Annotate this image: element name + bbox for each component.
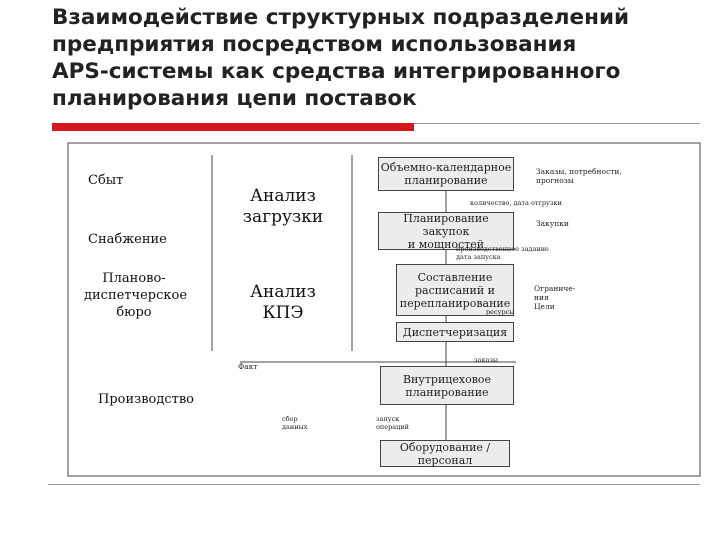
equipment-label: Оборудование / персонал xyxy=(399,440,491,467)
purchase-planning-label: Планирование закупок и мощностей xyxy=(403,211,489,251)
bottom-divider xyxy=(48,484,700,485)
page-title: Взаимодействие структурных подразделений предприятия посредством использования APS-системы как средства интегрированного планирования цепи поставок xyxy=(52,5,630,111)
note-data-collection: сбор данных xyxy=(282,415,308,431)
note-resources: ресурсы xyxy=(486,308,515,316)
analysis-kpi: Анализ КПЭ xyxy=(250,282,316,323)
analysis-load: Анализ загрузки xyxy=(242,186,324,227)
dispatching-box xyxy=(396,322,514,342)
dept-production: Производство xyxy=(98,392,195,407)
dept-planning-bureau: Планово- диспетчерское бюро xyxy=(84,271,188,320)
shop-planning-label: Внутрицеховое планирование xyxy=(402,372,492,399)
dept-supply: Снабжение xyxy=(88,232,167,247)
note-fact: Факт xyxy=(238,362,258,371)
note-orders: заказы xyxy=(474,356,499,364)
note-qty-ship-date: количество, дата отгрузки xyxy=(470,199,562,207)
volume-planning-box xyxy=(378,157,514,191)
dispatching-label: Диспетчеризация xyxy=(402,325,508,339)
note-orders-demand: Заказы, потребности, прогнозы xyxy=(536,167,622,185)
note-constraints-goals: Ограниче- ния Цели xyxy=(534,284,576,311)
note-prod-task: производственное задание дата запуска xyxy=(456,245,549,261)
volume-planning-label: Объемно-календарное планирование xyxy=(380,161,512,187)
scheduling-label: Составление расписаний и перепланирование xyxy=(399,270,511,310)
note-op-launch: запуск операций xyxy=(376,415,409,431)
note-purchases: Закупки xyxy=(536,219,569,228)
shop-planning-box xyxy=(380,366,514,405)
dept-sales: Сбыт xyxy=(88,173,124,188)
equipment-box xyxy=(380,440,510,467)
